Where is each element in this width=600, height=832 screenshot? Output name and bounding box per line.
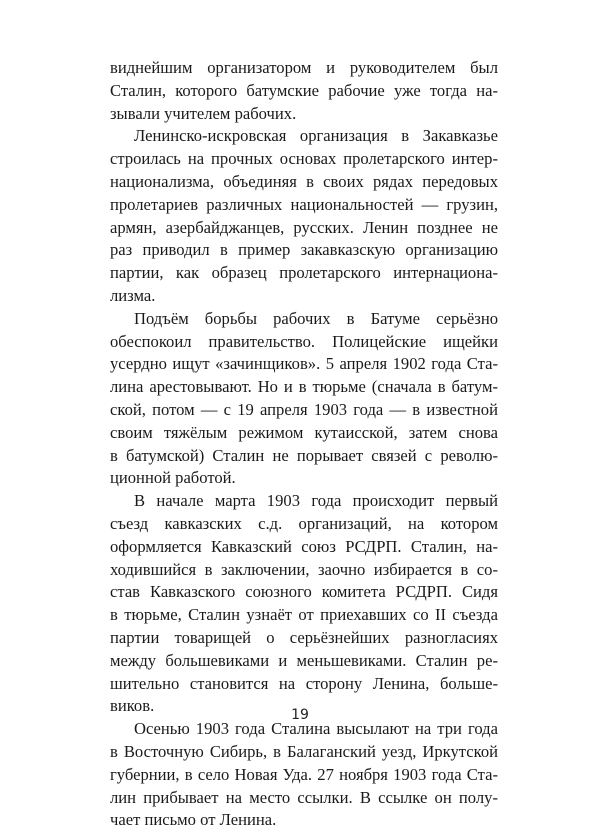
- text-line: Ленинско-искровская организация в Закавказье: [134, 126, 498, 146]
- text-line: губернии, в село Новая Уда. 27 ноября 1903 года Ста-: [110, 764, 498, 784]
- paragraph: [110, 718, 498, 832]
- text-line: в тюрьме, Сталин узнаёт от приехавших со II съезда: [110, 605, 498, 625]
- text-line: строилась на прочных основах пролетарского интер-: [110, 149, 498, 169]
- text-line: национализма, объединяя в своих рядах передовых: [110, 171, 498, 191]
- text-line: оформляется Кавказский союз РСДРП. Сталин, на-: [110, 536, 498, 556]
- text-line: виков.: [110, 696, 155, 716]
- paragraph: [110, 57, 498, 125]
- text-line: шительно становится на сторону Ленина, больше-: [110, 673, 498, 693]
- text-line: своим тяжёлым режимом кутаисской, затем снова: [110, 422, 498, 442]
- text-line: в Восточную Сибирь, в Балаганский уезд, Иркутской: [110, 741, 498, 761]
- text-line: ходившийся в заключении, заочно избирается в со-: [110, 559, 498, 579]
- text-line: став Кавказского союзного комитета РСДРП. Сидя: [110, 582, 498, 602]
- text-line: Осенью 1903 года Сталина высылают на три года: [134, 719, 498, 739]
- text-line: обеспокоил правительство. Полицейские ищейки: [110, 331, 498, 351]
- text-line: Подъём борьбы рабочих в Батуме серьёзно: [134, 308, 498, 328]
- paragraph: [110, 125, 498, 307]
- text-line: чает письмо от Ленина.: [110, 810, 277, 830]
- text-line: В начале марта 1903 года происходит первый: [134, 491, 498, 511]
- paragraph: [110, 308, 498, 490]
- text-line: зывали учителем рабочих.: [110, 103, 297, 123]
- text-line: раз приводил в пример закавказскую организацию: [110, 240, 498, 260]
- text-line: партии, как образец пролетарского интернациона-: [110, 263, 498, 283]
- paragraph: [110, 490, 498, 718]
- text-line: армян, азербайджанцев, русских. Ленин позднее не: [110, 217, 498, 237]
- text-line: лизма.: [110, 285, 156, 305]
- text-line: съезд кавказских с.д. организаций, на котором: [110, 513, 498, 533]
- text-line: между большевиками и меньшевиками. Сталин ре-: [110, 650, 498, 670]
- text-line: усердно ищут «зачинщиков». 5 апреля 1902 года Ста-: [110, 354, 498, 374]
- page-number: 19: [291, 707, 309, 723]
- text-line: ской, потом — с 19 апреля 1903 года — в известной: [110, 399, 498, 419]
- text-line: виднейшим организатором и руководителем был: [110, 58, 498, 77]
- text-line: лин прибывает на место ссылки. В ссылке он полу-: [110, 787, 498, 807]
- text-line: партии товарищей о серьёзнейших разногласиях: [110, 627, 498, 647]
- text-line: пролетариев различных национальностей — грузин,: [110, 194, 498, 214]
- text-line: ционной работой.: [110, 468, 236, 488]
- text-line: в батумской) Сталин не порывает связей с револю-: [110, 445, 498, 465]
- text-line: лина арестовывают. Но и в тюрьме (сначала в батум-: [110, 377, 498, 397]
- text-line: Сталин, которого батумские рабочие уже тогда на-: [110, 80, 498, 100]
